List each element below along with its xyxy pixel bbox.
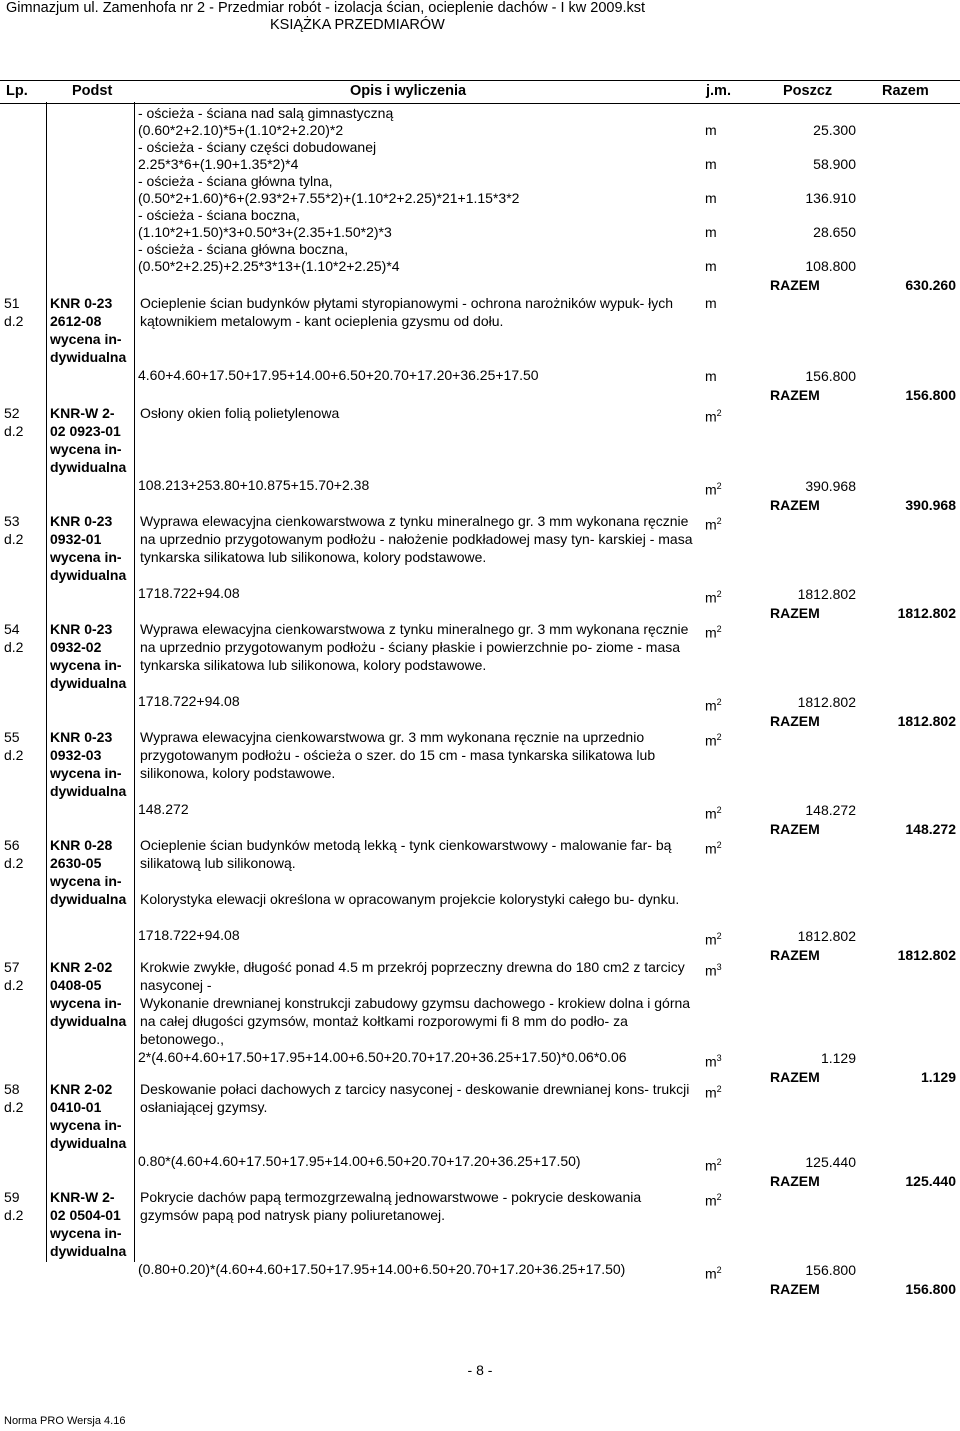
unit-head: m [705,295,717,311]
position-description: Deskowanie połaci dachowych z tarcicy nasyconej - deskowanie drewnianej kons- trukcji osłaniającej gzymsy. [140,1081,690,1115]
unit-head: $m^2$ [705,840,722,857]
quantity: 156.800 [805,1262,856,1278]
col-jm: j.m. [706,83,731,99]
unit: $m^3$ [705,1053,722,1070]
position-basis: dywidualna [50,349,127,365]
col-razem: Razem [882,83,929,99]
page-number: - 8 - [467,1362,493,1378]
unit: $m^2$ [705,1265,722,1282]
position-basis: dywidualna [50,891,127,907]
calc-line: 148.272 [138,801,189,817]
position-basis: KNR 0-23 [50,295,113,311]
document-header-title: Gimnazjum ul. Zamenhofa nr 2 - Przedmiar robót - izolacja ścian, ocieplenie dachów - I kw 2009.kst [6,0,646,16]
unit: $m^2$ [705,1157,722,1174]
calc-line: (0.50*2+1.60)*6+(2.93*2+7.55*2)+(1.10*2+2.25)*21+1.15*3*2 [138,190,520,206]
position-basis: KNR 0-23 [50,513,113,529]
position-number: 54 [4,621,20,637]
unit-head: $m^2$ [705,624,722,641]
position-sub: d.2 [4,977,24,993]
razem-label: RAZEM [770,277,820,293]
razem-label: RAZEM [770,605,820,621]
position-basis: dywidualna [50,1013,127,1029]
unit: $m^2$ [705,805,722,822]
calc-line: 0.80*(4.60+4.60+17.50+17.95+14.00+6.50+20.70+17.20+36.25+17.50) [138,1153,581,1169]
razem-value: 1812.802 [897,947,956,963]
position-basis: wycena in- [50,1225,122,1241]
position-basis: wycena in- [50,873,122,889]
position-number: 58 [4,1081,20,1097]
position-sub: d.2 [4,747,24,763]
position-description: Osłony okien folią polietylenowa [140,405,340,421]
position-sub: d.2 [4,531,24,547]
position-basis: 02 0923-01 [50,423,121,439]
unit: m [705,190,717,206]
calc-line: 108.213+253.80+10.875+15.70+2.38 [138,477,370,493]
calc-line: 1718.722+94.08 [138,585,240,601]
position-number: 53 [4,513,20,529]
position-basis: dywidualna [50,459,127,475]
unit: $m^2$ [705,931,722,948]
quantity: 28.650 [813,224,856,240]
position-basis: 0408-05 [50,977,102,993]
position-description: Ocieplenie ścian budynków metodą lekką - tynk cienkowarstwowy - malowanie far- bą silikatową lub silikonową. [140,837,672,871]
calc-line: 1718.722+94.08 [138,693,240,709]
position-basis: wycena in- [50,549,122,565]
razem-value: 390.968 [905,497,956,513]
razem-value: 148.272 [905,821,956,837]
calc-line: 2*(4.60+4.60+17.50+17.95+14.00+6.50+20.70+17.20+36.25+17.50)*0.06*0.06 [138,1049,627,1065]
calc-line: 4.60+4.60+17.50+17.95+14.00+6.50+20.70+17.20+36.25+17.50 [138,367,539,383]
razem-label: RAZEM [770,387,820,403]
calc-line: - ościeża - ściany części dobudowanej [138,139,377,155]
calc-line: 1718.722+94.08 [138,927,240,943]
position-basis: wycena in- [50,657,122,673]
position-number: 52 [4,405,20,421]
quantity: 25.300 [813,122,856,138]
razem-value: 156.800 [905,387,956,403]
unit-head: $m^2$ [705,732,722,749]
razem-value: 1812.802 [897,713,956,729]
position-number: 55 [4,729,20,745]
calc-line: (0.60*2+2.10)*5+(1.10*2+2.20)*2 [138,122,344,138]
position-basis: dywidualna [50,675,127,691]
unit-head: $m^2$ [705,408,722,425]
position-basis: dywidualna [50,567,127,583]
razem-value: 630.260 [905,277,956,293]
position-basis: 0932-03 [50,747,102,763]
razem-label: RAZEM [770,1069,820,1085]
position-basis: dywidualna [50,783,127,799]
position-basis: wycena in- [50,331,122,347]
position-number: 59 [4,1189,20,1205]
razem-value: 156.800 [905,1281,956,1297]
quantity: 58.900 [813,156,856,172]
calc-line: - ościeża - ściana główna boczna, [138,241,349,257]
position-basis: wycena in- [50,441,122,457]
column-divider [46,102,47,1262]
razem-label: RAZEM [770,1281,820,1297]
col-podst: Podst [72,83,113,99]
position-description-note: Wykonanie drewnianej konstrukcji zabudowy gzymsu dachowego - krokiew dolna i górna na całej długości gzymsów, montaż kołtkami rozporowymi fi 8 mm do podło- za betonowego., [140,995,691,1047]
quantity: 136.910 [805,190,856,206]
position-sub: d.2 [4,1099,24,1115]
position-description: Ocieplenie ścian budynków płytami styropianowymi - ochrona narożników wypuk- łych kątownikiem metalowym - kant ocieplenia gzysmu od dołu. [140,295,674,329]
razem-label: RAZEM [770,1173,820,1189]
position-basis: KNR 0-28 [50,837,113,853]
unit: m [705,258,717,274]
quantity: 1812.802 [797,928,856,944]
position-sub: d.2 [4,313,24,329]
position-basis: wycena in- [50,995,122,1011]
position-sub: d.2 [4,423,24,439]
position-basis: KNR-W 2- [50,1189,115,1205]
position-basis: 02 0504-01 [50,1207,121,1223]
position-description: Wyprawa elewacyjna cienkowarstwowa z tynku mineralnego gr. 3 mm wykonana ręcznie na uprzednio przygotowanym podłożu - ściany płaskie i powierzchnie po- ziome - masa tynkarska silikatowa lub silikonowa, kolory podstawowe. [140,621,689,673]
razem-label: RAZEM [770,947,820,963]
razem-label: RAZEM [770,497,820,513]
position-description: Wyprawa elewacyjna cienkowarstwowa gr. 3 mm wykonana ręcznie na uprzednio przygotowanym podłożu - ościeża o szer. do 15 cm - masa tynkarska silikatowa lub silikonowa, kolory podstawowe. [140,729,656,781]
software-footer: Norma PRO Wersja 4.16 [4,1415,126,1427]
unit: m [705,156,717,172]
position-basis: 0410-01 [50,1099,102,1115]
position-description: Krokwie zwykłe, długość ponad 4.5 m przekrój poprzeczny drewna do 180 cm2 z tarcicy nasyconej - [140,959,685,993]
calc-line: (0.80+0.20)*(4.60+4.60+17.50+17.95+14.00+6.50+20.70+17.20+36.25+17.50) [138,1261,626,1277]
position-number: 56 [4,837,20,853]
col-opis: Opis i wyliczenia [350,83,467,99]
quantity: 390.968 [805,478,856,494]
position-basis: KNR-W 2- [50,405,115,421]
position-basis: KNR 0-23 [50,729,113,745]
calc-line: - ościeża - ściana główna tylna, [138,173,333,189]
col-poszcz: Poszcz [783,83,833,99]
position-sub: d.2 [4,1207,24,1223]
unit: $m^2$ [705,697,722,714]
razem-label: RAZEM [770,713,820,729]
position-basis: dywidualna [50,1243,127,1259]
calc-line: - ościeża - ściana boczna, [138,207,300,223]
razem-value: 1.129 [920,1069,956,1085]
calc-line: (1.10*2+1.50)*3+0.50*3+(2.35+1.50*2)*3 [138,224,392,240]
col-lp: Lp. [6,83,28,99]
position-sub: d.2 [4,639,24,655]
position-sub: d.2 [4,855,24,871]
position-basis: KNR 2-02 [50,1081,113,1097]
unit-head: $m^3$ [705,962,722,979]
unit-head: $m^2$ [705,516,722,533]
razem-value: 125.440 [905,1173,956,1189]
quantity: 148.272 [805,802,856,818]
quantity: 156.800 [805,368,856,384]
calc-line: - ościeża - ściana nad salą gimnastyczną [138,105,394,121]
quantity: 108.800 [805,258,856,274]
position-basis: KNR 2-02 [50,959,113,975]
document-header-subtitle: KSIĄŻKA PRZEDMIARÓW [270,17,445,33]
position-basis: dywidualna [50,1135,127,1151]
unit: $m^2$ [705,481,722,498]
unit: m [705,122,717,138]
position-description: Pokrycie dachów papą termozgrzewalną jednowarstwowe - pokrycie deskowania gzymsów papą pod natrysk piany poliuretanowej. [140,1189,642,1223]
unit-head: $m^2$ [705,1084,722,1101]
position-basis: 2630-05 [50,855,102,871]
position-number: 51 [4,295,20,311]
position-number: 57 [4,959,20,975]
position-description: Wyprawa elewacyjna cienkowarstwowa z tynku mineralnego gr. 3 mm wykonana ręcznie na uprzednio przygotowanym podłożu - nałożenie podkładowej masy tyn- karskiej - masa tynkarska silikatowa lub silikonowa, kolory podstawowe. [140,513,693,565]
razem-label: RAZEM [770,821,820,837]
calc-line: (0.50*2+2.25)+2.25*3*13+(1.10*2+2.25)*4 [138,258,400,274]
position-basis: 2612-08 [50,313,102,329]
calc-line: 2.25*3*6+(1.90+1.35*2)*4 [138,156,299,172]
quantity: 1812.802 [797,586,856,602]
unit-head: $m^2$ [705,1192,722,1209]
position-description-note: Kolorystyka elewacji określona w opracowanym projekcie kolorystyki całego bu- dynku. [140,891,680,907]
position-basis: 0932-01 [50,531,102,547]
quantity: 1812.802 [797,694,856,710]
unit: m [705,224,717,240]
position-basis: wycena in- [50,1117,122,1133]
quantity: 1.129 [820,1050,856,1066]
position-basis: KNR 0-23 [50,621,113,637]
razem-value: 1812.802 [897,605,956,621]
column-header-row [0,80,960,104]
unit: $m^2$ [705,589,722,606]
unit: m [705,368,717,384]
position-basis: 0932-02 [50,639,102,655]
quantity: 125.440 [805,1154,856,1170]
position-basis: wycena in- [50,765,122,781]
